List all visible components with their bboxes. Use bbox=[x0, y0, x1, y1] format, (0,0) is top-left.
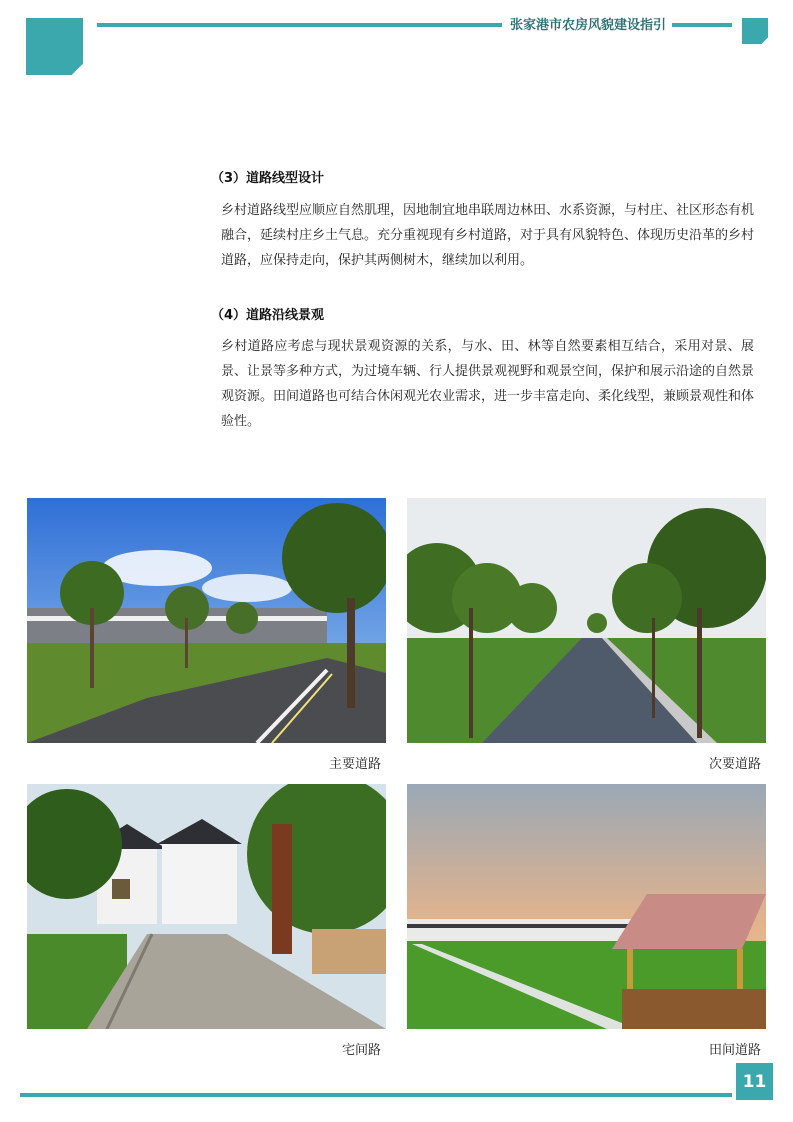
section-paragraph-road-alignment: 乡村道路线型应顺应自然肌理，因地制宜地串联周边林田、水系资源，与村庄、社区形态有机融合，延续村庄乡土气息。充分重视现有乡村道路，对于具有风貌特色、体现历史沿革的乡村道路，应保持走向，保护其两侧树木，继续加以利用。 bbox=[221, 203, 755, 268]
photo-secondary-road bbox=[407, 498, 766, 743]
photo-house-lane bbox=[27, 784, 386, 1029]
photo-field-road bbox=[407, 784, 766, 1029]
caption-field-road: 田间道路 bbox=[708, 1043, 761, 1058]
header-corner-decoration-right bbox=[742, 18, 768, 44]
caption-secondary-road: 次要道路 bbox=[708, 757, 761, 772]
header-rule-right bbox=[672, 23, 732, 27]
header-corner-decoration-left bbox=[26, 18, 83, 75]
section-paragraph-roadside-landscape: 乡村道路应考虑与现状景观资源的关系，与水、田、林等自然要素相互结合，采用对景、展景、让景等多种方式，为过境车辆、行人提供景观视野和观景空间，保护和展示沿途的自然景观资源。田间道路也可结合休闲观光农业需求，进一步丰富走向、柔化线型，兼顾景观性和体验性。 bbox=[221, 339, 755, 429]
document-title: 张家港市农房风貌建设指引 bbox=[509, 18, 666, 33]
footer-rule bbox=[20, 1093, 732, 1097]
section-heading-roadside-landscape: （4）道路沿线景观 bbox=[211, 308, 325, 323]
section-heading-road-alignment: （3）道路线型设计 bbox=[211, 171, 325, 186]
header-rule-left bbox=[97, 23, 502, 27]
caption-main-road: 主要道路 bbox=[328, 757, 381, 772]
page-number: 11 bbox=[736, 1063, 773, 1100]
photo-main-road bbox=[27, 498, 386, 743]
caption-house-lane: 宅间路 bbox=[341, 1043, 381, 1058]
